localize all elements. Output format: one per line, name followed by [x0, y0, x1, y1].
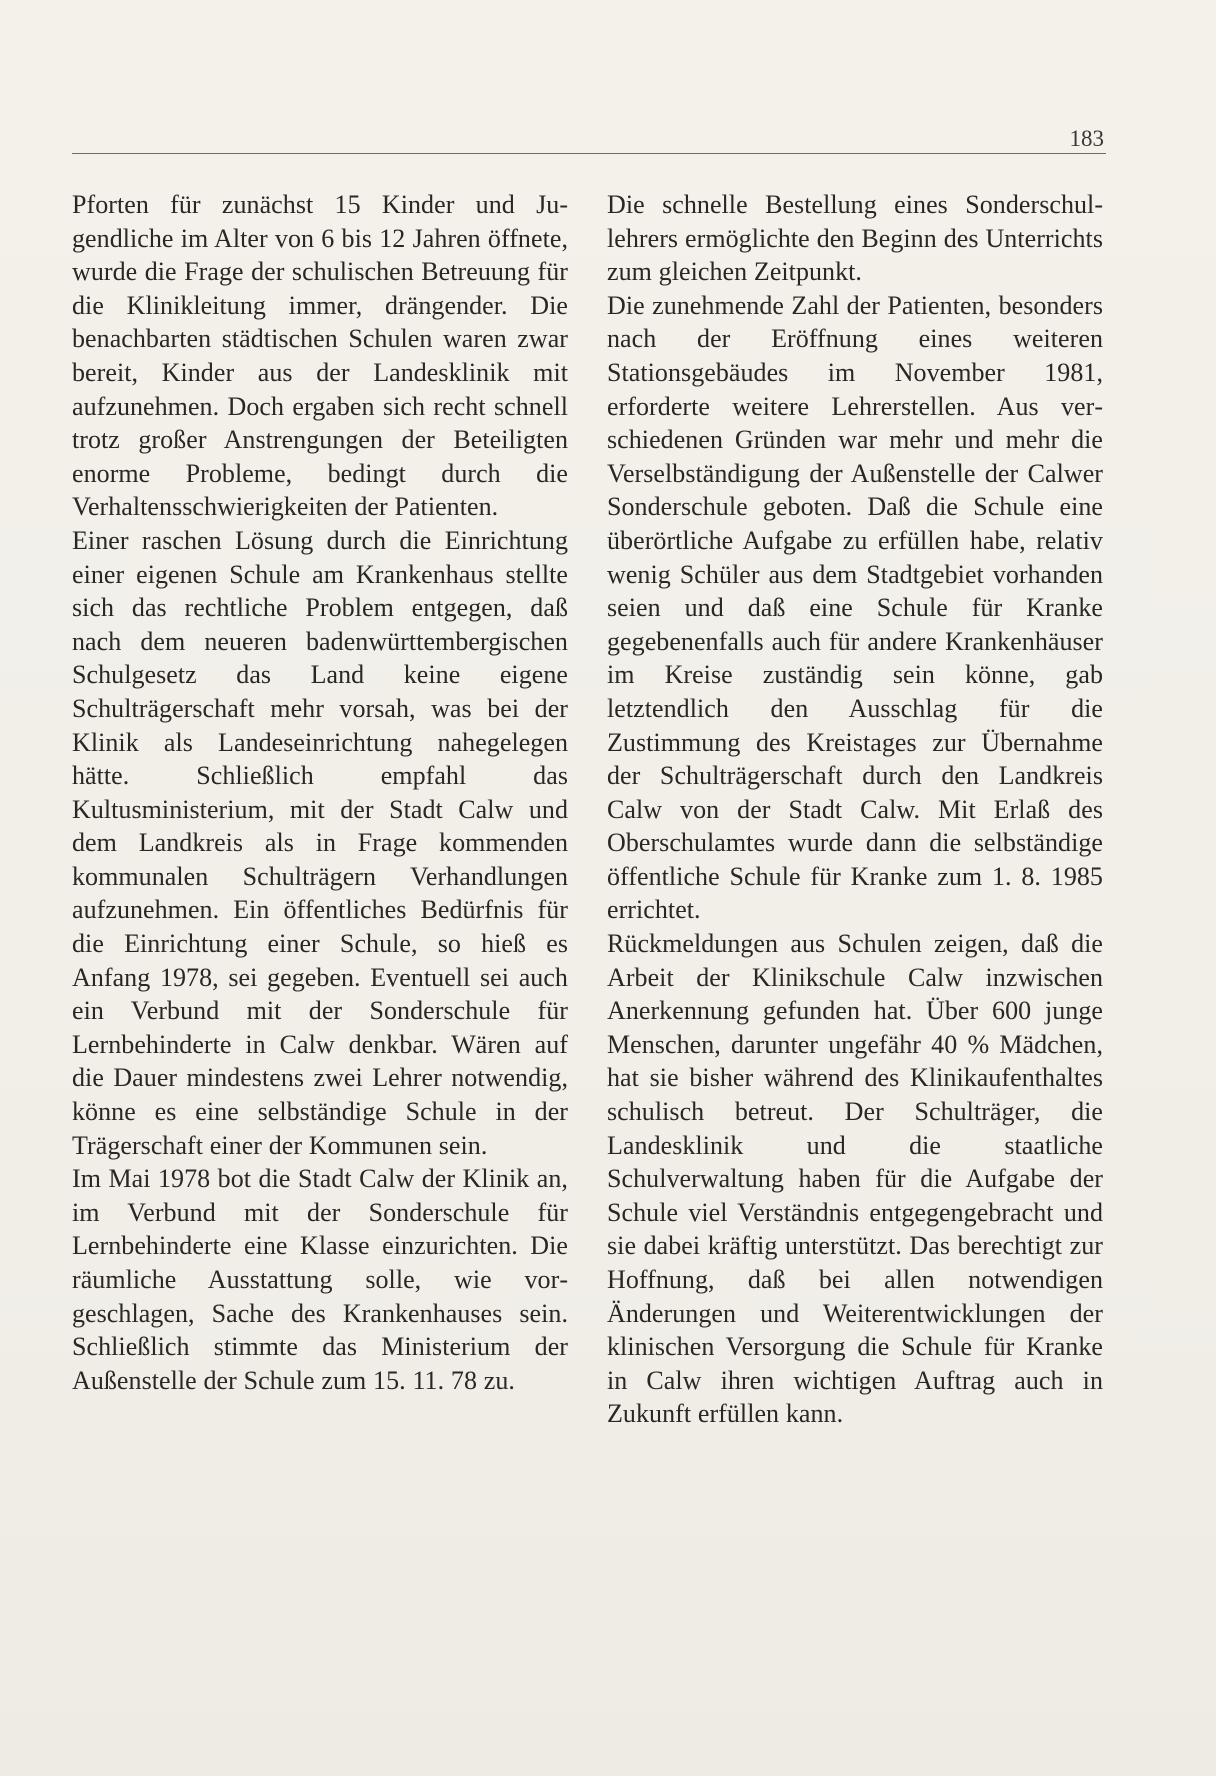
paragraph: Einer raschen Lösung durch die Einrichtung einer eigenen Schule am Krankenhaus stellte sich das rechtliche Problem entgegen, daß nach dem neueren badenwürttembergischen Schulgesetz das Land keine eigene Schulträgerschaft mehr vorsah, was bei der Klinik als Landeseinrichtung nahegelegen hätte. Schließlich empfahl das Kultusministerium, mit der Stadt Calw und dem Landkreis als in Frage kommenden kommunalen Schulträgern Verhandlungen aufzunehmen. Ein öffentliches Bedürfnis für die Einrichtung einer Schule, so hieß es Anfang 1978, sei gegeben. Eventuell sei auch ein Verbund mit der Sonderschule für Lernbehinderte in Calw denkbar. Wären auf die Dauer mindestens zwei Lehrer notwendig, könne es eine selbständige Schule in der Trägerschaft einer der Kommunen sein.: [72, 525, 568, 1160]
paragraph: Pforten für zunächst 15 Kinder und Jugendliche im Alter von 6 bis 12 Jahren öffnete, wurde die Frage der schulischen Betreuung für die Klinikleitung immer, drängender. Die benachbarten städtischen Schulen waren zwar bereit, Kinder aus der Landesklinik mit aufzunehmen. Doch ergaben sich recht schnell trotz großer Anstrengungen der Beteiligten enorme Probleme, bedingt durch die Verhaltensschwierigkeiten der Patienten.: [72, 190, 568, 522]
paragraph: Rückmeldungen aus Schulen zeigen, daß die Arbeit der Klinikschule Calw inzwischen Anerkennung gefunden hat. Über 600 junge Menschen, darunter ungefähr 40 % Mädchen, hat sie bisher während des Klinikaufenthaltes schulisch betreut. Der Schulträger, die Landesklinik und die staatliche Schulverwaltung haben für die Aufgabe der Schule viel Verständnis entgegengebracht und sie dabei kräftig unterstützt. Das berechtigt zur Hoffnung, daß bei allen notwendigen Änderungen und Weiterentwicklungen der klinischen Versorgung die Schule für Kranke in Calw ihren wichtigen Auftrag auch in Zukunft erfüllen kann.: [607, 929, 1103, 1429]
paragraph: Im Mai 1978 bot die Stadt Calw der Klinik an, im Verbund mit der Sonderschule für Lernbehinderte eine Klasse einzurichten. Die räumliche Ausstattung solle, wie vorgeschlagen, Sache des Krankenhauses sein. Schließlich stimmte das Ministerium der Außenstelle der Schule zum 15. 11. 78 zu.: [72, 1164, 568, 1395]
page-number: 183: [1069, 126, 1104, 151]
header-rule: [72, 153, 1106, 154]
paragraph: Die zunehmende Zahl der Patienten, besonders nach der Eröffnung eines weiteren Stationsgebäudes im November 1981, erforderte weitere Lehrerstellen. Aus verschiedenen Gründen war mehr und mehr die Verselbständigung der Außenstelle der Calwer Sonderschule geboten. Daß die Schule eine überörtliche Aufgabe zu erfüllen habe, relativ wenig Schüler aus dem Stadtgebiet vorhanden seien und daß eine Schule für Kranke gegebenenfalls auch für andere Krankenhäuser im Kreise zuständig sein könne, gab letztendlich den Ausschlag für die Zustimmung des Kreistages zur Übernahme der Schulträgerschaft durch den Landkreis Calw von der Stadt Calw. Mit Erlaß des Oberschulamtes wurde dann die selbständige öffentliche Schule für Kranke zum 1. 8. 1985 errichtet.: [607, 290, 1103, 925]
right-column: [607, 188, 1103, 1431]
paragraph: Die schnelle Bestellung eines Sonderschullehrers ermöglichte den Beginn des Unterrichts zum gleichen Zeitpunkt.: [607, 190, 1103, 287]
left-column: [72, 188, 568, 1397]
